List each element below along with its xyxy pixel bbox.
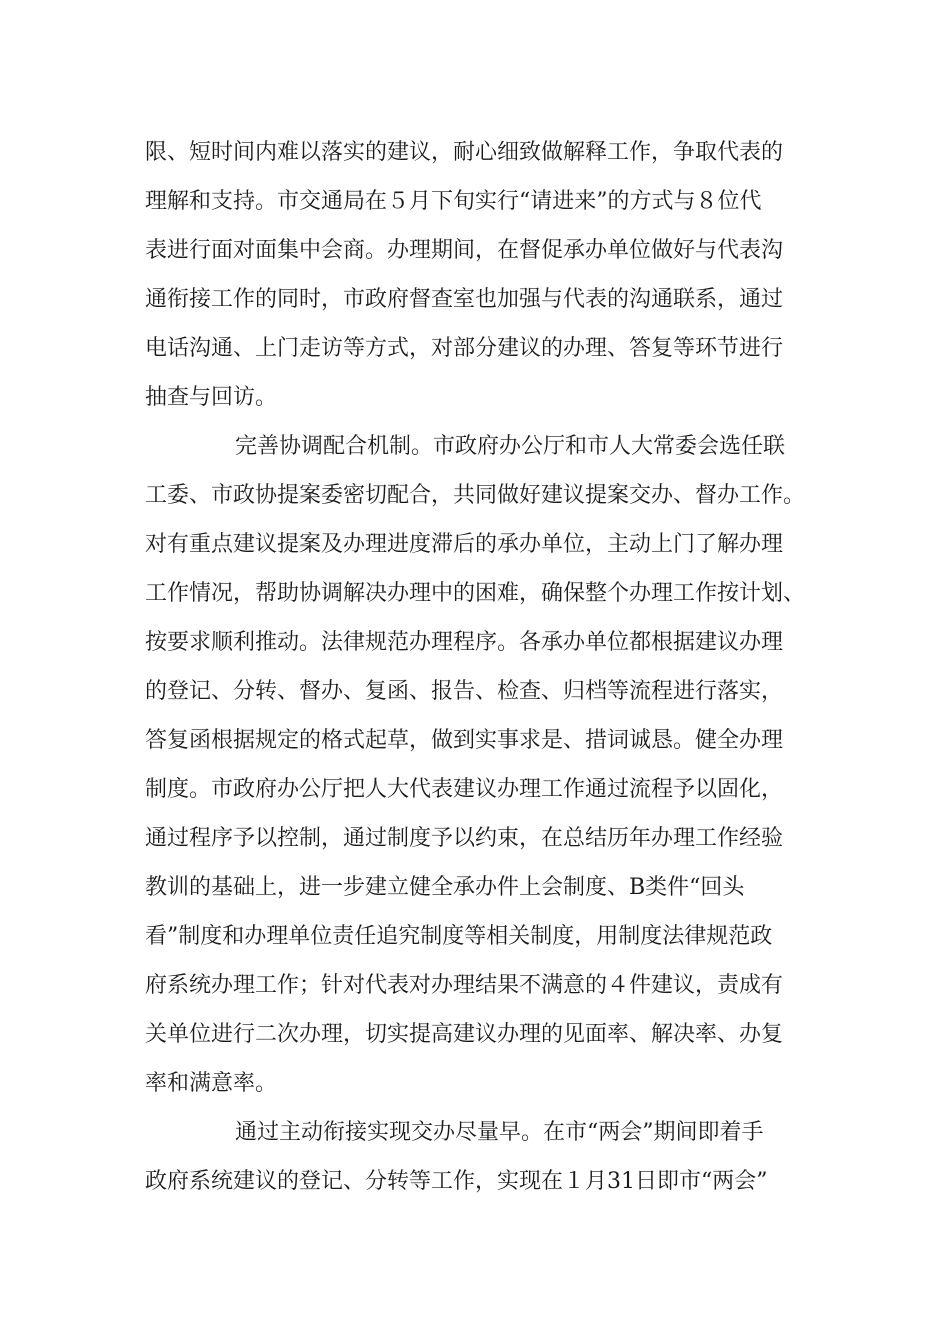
paragraph-2-line: 关单位进行二次办理，切实提高建议办理的见面率、解决率、办复: [145, 1022, 784, 1047]
paragraph-1-line: 表进行面对面集中会商。办理期间，在督促承办单位做好与代表沟: [145, 238, 784, 263]
paragraph-2-line: 教训的基础上，进一步建立健全承办件上会制度、B类件“回头: [145, 875, 745, 900]
paragraph-2-line: 率和满意率。: [145, 1071, 278, 1096]
paragraph-2-line: 看”制度和办理单位责任追究制度等相关制度，用制度法律规范政: [145, 924, 773, 949]
paragraph-1-line: 通衔接工作的同时，市政府督查室也加强与代表的沟通联系，通过: [145, 287, 784, 312]
paragraph-2-line: 工作情况，帮助协调解决办理中的困难，确保整个办理工作按计划、: [145, 581, 806, 606]
paragraph-2-line: 的登记、分转、督办、复函、报告、检查、归档等流程进行落实，: [145, 679, 784, 704]
paragraph-2-line: 按要求顺利推动。法律规范办理程序。各承办单位都根据建议办理: [145, 630, 784, 655]
paragraph-1-line: 理解和支持。市交通局在５月下旬实行“请进来”的方式与８位代: [145, 189, 762, 214]
paragraph-1-line: 电话沟通、上门走访等方式，对部分建议的办理、答复等环节进行: [145, 336, 784, 361]
paragraph-2-line: 答复函根据规定的格式起草，做到实事求是、措词诚恳。健全办理: [145, 728, 784, 753]
paragraph-3-line: 通过主动衔接实现交办尽量早。在市“两会”期间即着手: [235, 1120, 764, 1145]
paragraph-2-line: 工委、市政协提案委密切配合，共同做好建议提案交办、督办工作。: [145, 483, 806, 508]
paragraph-2-line: 对有重点建议提案及办理进度滞后的承办单位，主动上门了解办理: [145, 532, 784, 557]
paragraph-2-line: 完善协调配合机制。市政府办公厅和市人大常委会选任联: [235, 434, 786, 459]
paragraph-1-line: 限、短时间内难以落实的建议，耐心细致做解释工作，争取代表的: [145, 140, 784, 165]
paragraph-2-line: 制度。市政府办公厅把人大代表建议办理工作通过流程予以固化，: [145, 777, 784, 802]
document-body: [145, 128, 825, 1206]
paragraph-3-line: 政府系统建议的登记、分转等工作，实现在１月31日即市“两会”: [145, 1169, 768, 1194]
paragraph-2-line: 通过程序予以控制，通过制度予以约束，在总结历年办理工作经验: [145, 826, 784, 851]
paragraph-1-line: 抽查与回访。: [145, 385, 278, 410]
paragraph-2-line: 府系统办理工作；针对代表对办理结果不满意的４件建议，责成有: [145, 973, 784, 998]
